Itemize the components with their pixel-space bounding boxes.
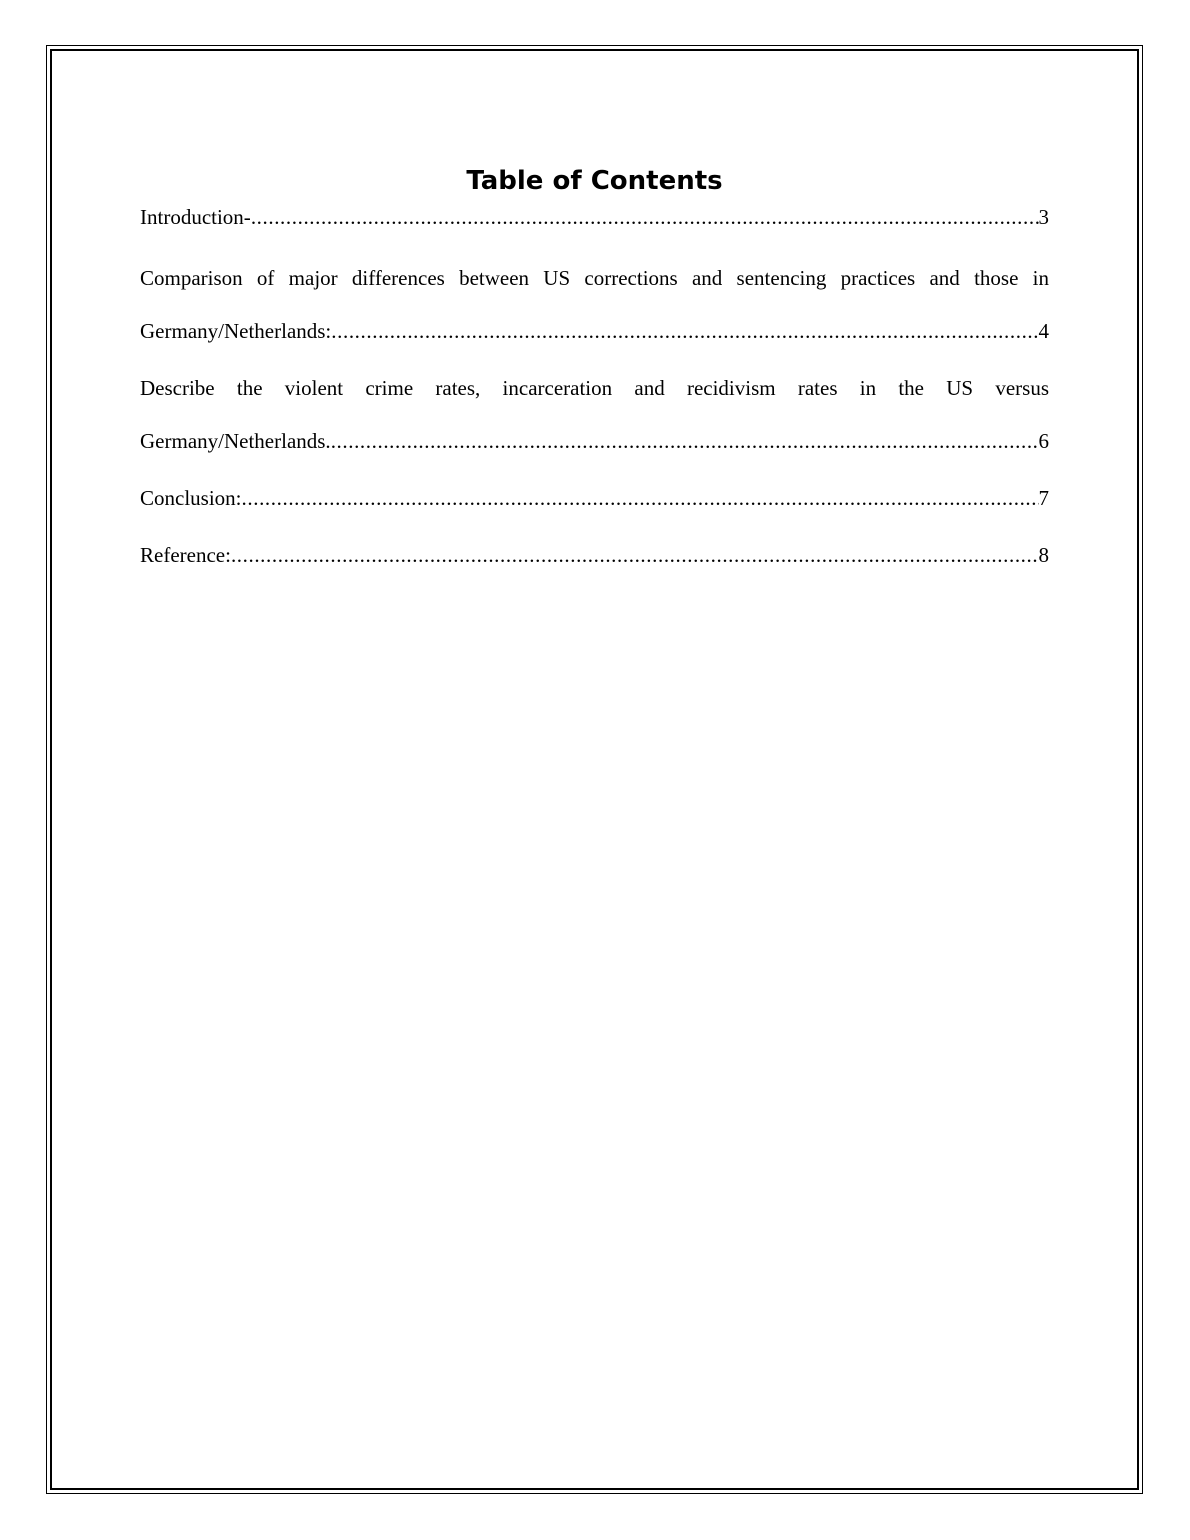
toc-entry-page-number: 6 xyxy=(1038,429,1049,453)
dot-leader xyxy=(251,202,1039,232)
toc-entry-line xyxy=(140,472,1049,525)
toc-entry-line xyxy=(140,202,1049,232)
table-of-contents xyxy=(140,160,1049,586)
dot-leader xyxy=(242,472,1039,525)
toc-entry-line xyxy=(140,415,1049,468)
dot-leader xyxy=(331,305,1038,358)
toc-entry-crime-rates[interactable] xyxy=(140,362,1049,468)
toc-entry-text: Germany/Netherlands: xyxy=(140,319,332,343)
toc-entry-line xyxy=(140,305,1049,358)
toc-entry-conclusion[interactable] xyxy=(140,472,1049,525)
toc-title: Table of Contents xyxy=(466,166,723,196)
toc-entry-text: Introduction- xyxy=(140,205,251,229)
toc-entry-page-number: 7 xyxy=(1038,486,1049,510)
dot-leader xyxy=(231,529,1039,582)
toc-entry-text: Germany/Netherlands. xyxy=(140,429,331,453)
toc-entry-reference[interactable] xyxy=(140,529,1049,582)
toc-entry-comparison[interactable] xyxy=(140,252,1049,358)
dot-leader xyxy=(331,415,1039,468)
toc-entry-text: Conclusion: xyxy=(140,486,242,510)
toc-entry-introduction[interactable] xyxy=(140,202,1049,232)
toc-entry-page-number: 4 xyxy=(1038,319,1049,343)
toc-entry-line xyxy=(140,529,1049,582)
toc-entry-page-number: 8 xyxy=(1038,543,1049,567)
toc-entry-lead-text: Describe the violent crime rates, incarceration and recidivism rates in the US versus xyxy=(140,376,1049,400)
toc-entry-page-number: 3 xyxy=(1038,205,1049,229)
toc-entry-lead-text: Comparison of major differences between US corrections and sentencing practices and those in xyxy=(140,266,1049,290)
toc-entry-text: Reference: xyxy=(140,543,231,567)
